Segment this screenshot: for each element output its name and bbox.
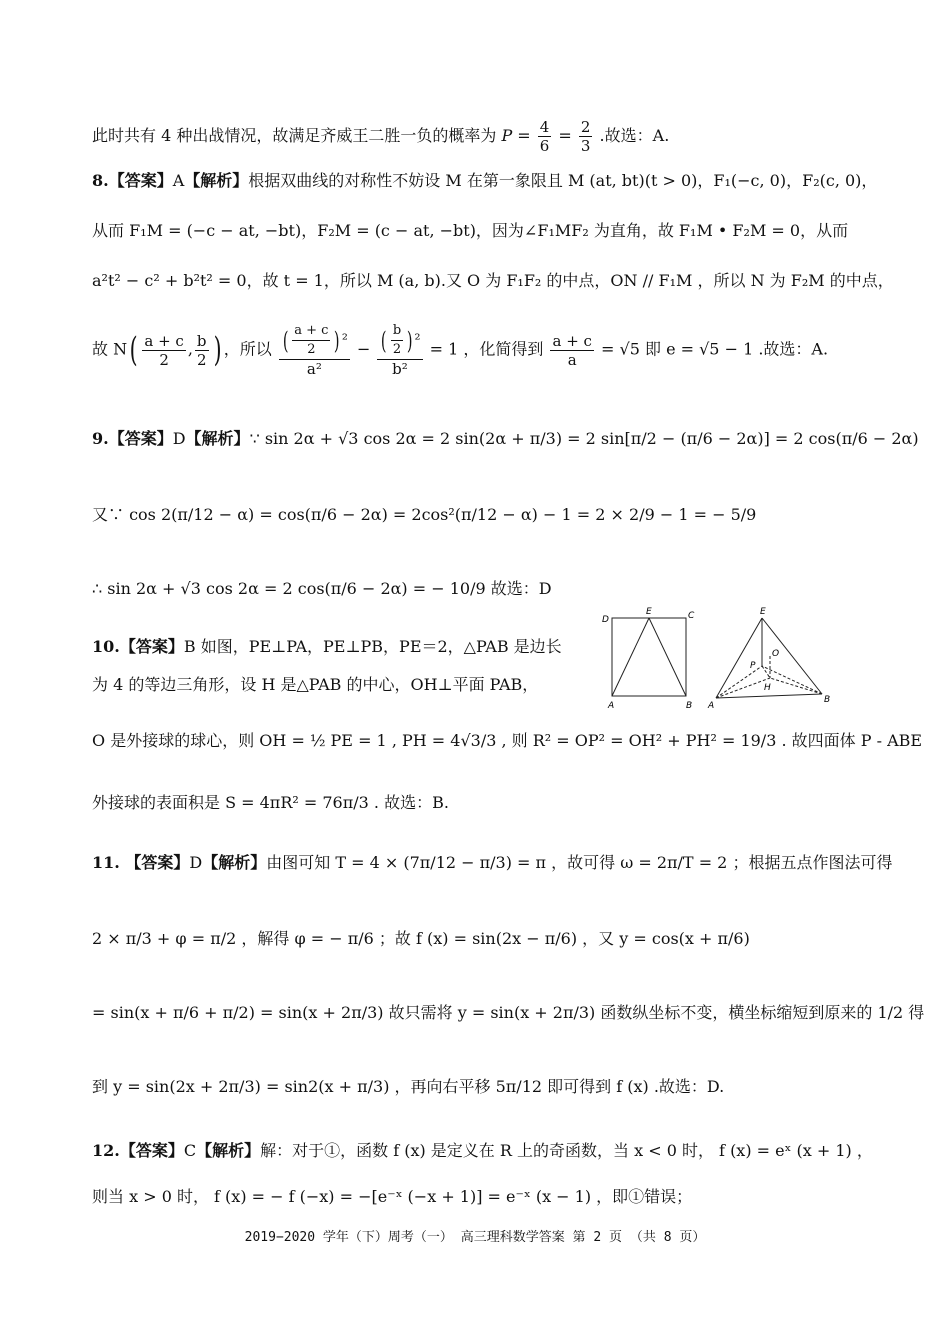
label-B: B xyxy=(824,695,831,705)
q10-line-1: 10.【答案】B 如图，PE⊥PA，PE⊥PB，PE＝2，△PAB 是边长 xyxy=(92,637,562,656)
q11-line-3: = sin(x + π/6 + π/2) = sin(x + 2π/3) 故只需将 y = sin(x + 2π/3) 函数纵坐标不变，横坐标缩短到原来的 1/2 得 xyxy=(92,1003,925,1022)
q10-line-2: 为 4 的等边三角形，设 H 是△PAB 的中心，OH⊥平面 PAB， xyxy=(92,675,539,694)
figure-tetrahedron xyxy=(706,604,836,716)
q11-line-1: 11. 【答案】D【解析】由图可知 T = 4 × (7π/12 − π/3) = π ，故可得 ω = 2π/T = 2 ；根据五点作图法可得 xyxy=(92,853,893,872)
label-E: E xyxy=(646,607,652,617)
q8-line-1: 8.【答案】A【解析】根据双曲线的对称性不妨设 M 在第一象限且 M (at, bt)(t > 0)，F₁(−c, 0)，F₂(c, 0)， xyxy=(92,171,878,190)
q11-line-4: 到 y = sin(2x + 2π/3) = sin2(x + π/3) ，再向右平移 5π/12 即可得到 f (x) .故选：D. xyxy=(92,1077,725,1096)
q9-line-2: 又∵ cos 2(π/12 − α) = cos(π/6 − 2α) = 2cos²(π/12 − α) − 1 = 2 × 2/9 − 1 = − 5/9 xyxy=(92,505,757,524)
q12-line-1: 12.【答案】C【解析】解：对于①，函数 f (x) 是定义在 R 上的奇函数，当 x < 0 时， f (x) = eˣ (x + 1) ， xyxy=(92,1141,873,1160)
label-C: C xyxy=(688,611,695,621)
fraction: $\frac{4}{6}$ xyxy=(539,118,550,155)
label-A: A xyxy=(608,701,615,711)
label-H: H xyxy=(764,683,771,693)
line-probability: 此时共有 4 种出战情况，故满足齐威王二胜一负的概率为 P = $\frac{4}{6}$ = $\frac{2}{3}$ .故选：A. xyxy=(92,118,670,155)
label-B: B xyxy=(686,701,693,711)
q9-line-1: 9.【答案】D【解析】∵ sin 2α + √3 cos 2α = 2 sin(2α + π/3) = 2 sin[π/2 − (π/6 − 2α)] = 2 cos(π/6 − 2α) xyxy=(92,429,919,448)
fraction: $\frac{2}{3}$ xyxy=(580,118,591,155)
q10-line-4: 外接球的表面积是 S = 4πR² = 76π/3 . 故选：B. xyxy=(92,793,449,812)
page-footer: 2019−2020 学年（下）周考（一） 高三理科数学答案 第 2 页 （共 8 页） xyxy=(244,1230,706,1245)
label-D: D xyxy=(602,615,609,625)
label-P: P xyxy=(750,661,756,671)
label-A: A xyxy=(708,701,715,711)
q12-line-2: 则当 x > 0 时， f (x) = − f (−x) = −[e⁻ˣ (−x + 1)] = e⁻ˣ (x − 1) ，即①错误； xyxy=(92,1187,693,1206)
q8-line-3: a²t² − c² + b²t² = 0，故 t = 1，所以 M (a, b).又 O 为 F₁F₂ 的中点，ON // F₁M ，所以 N 为 F₂M 的中点， xyxy=(92,271,894,290)
q11-line-2: 2 × π/3 + φ = π/2 ，解得 φ = − π/6 ；故 f (x) = sin(2x − π/6) ，又 y = cos(x + π/6) xyxy=(92,929,750,948)
q9-line-3: ∴ sin 2α + √3 cos 2α = 2 cos(π/6 − 2α) = − 10/9 故选：D xyxy=(92,579,552,598)
label-O: O xyxy=(772,649,780,659)
label-E: E xyxy=(760,607,766,617)
figure-square-triangle xyxy=(598,604,708,716)
q10-line-3: O 是外接球的球心，则 OH = ½ PE = 1 , PH = 4√3/3 , 则 R² = OP² = OH² + PH² = 19/3 . 故四面体 P - ABE xyxy=(92,731,923,750)
q8-line-4: 故 N( $\frac{a + c}{2}$ , $\frac{b}{2}$ ) ，所以 ( $\frac{a + c}{2}$ ) ² a² − ( $\frac{b}{2}$ ) ² b² = 1 ，化简得到 $\frac{a + c}{a}$ = √5 即 e = √5 − 1 .故选：A. xyxy=(92,323,829,378)
q8-line-2: 从而 F₁M = (−c − at, −bt)，F₂M = (c − at, −bt)，因为∠F₁MF₂ 为直角，故 F₁M • F₂M = 0，从而 xyxy=(92,221,849,240)
